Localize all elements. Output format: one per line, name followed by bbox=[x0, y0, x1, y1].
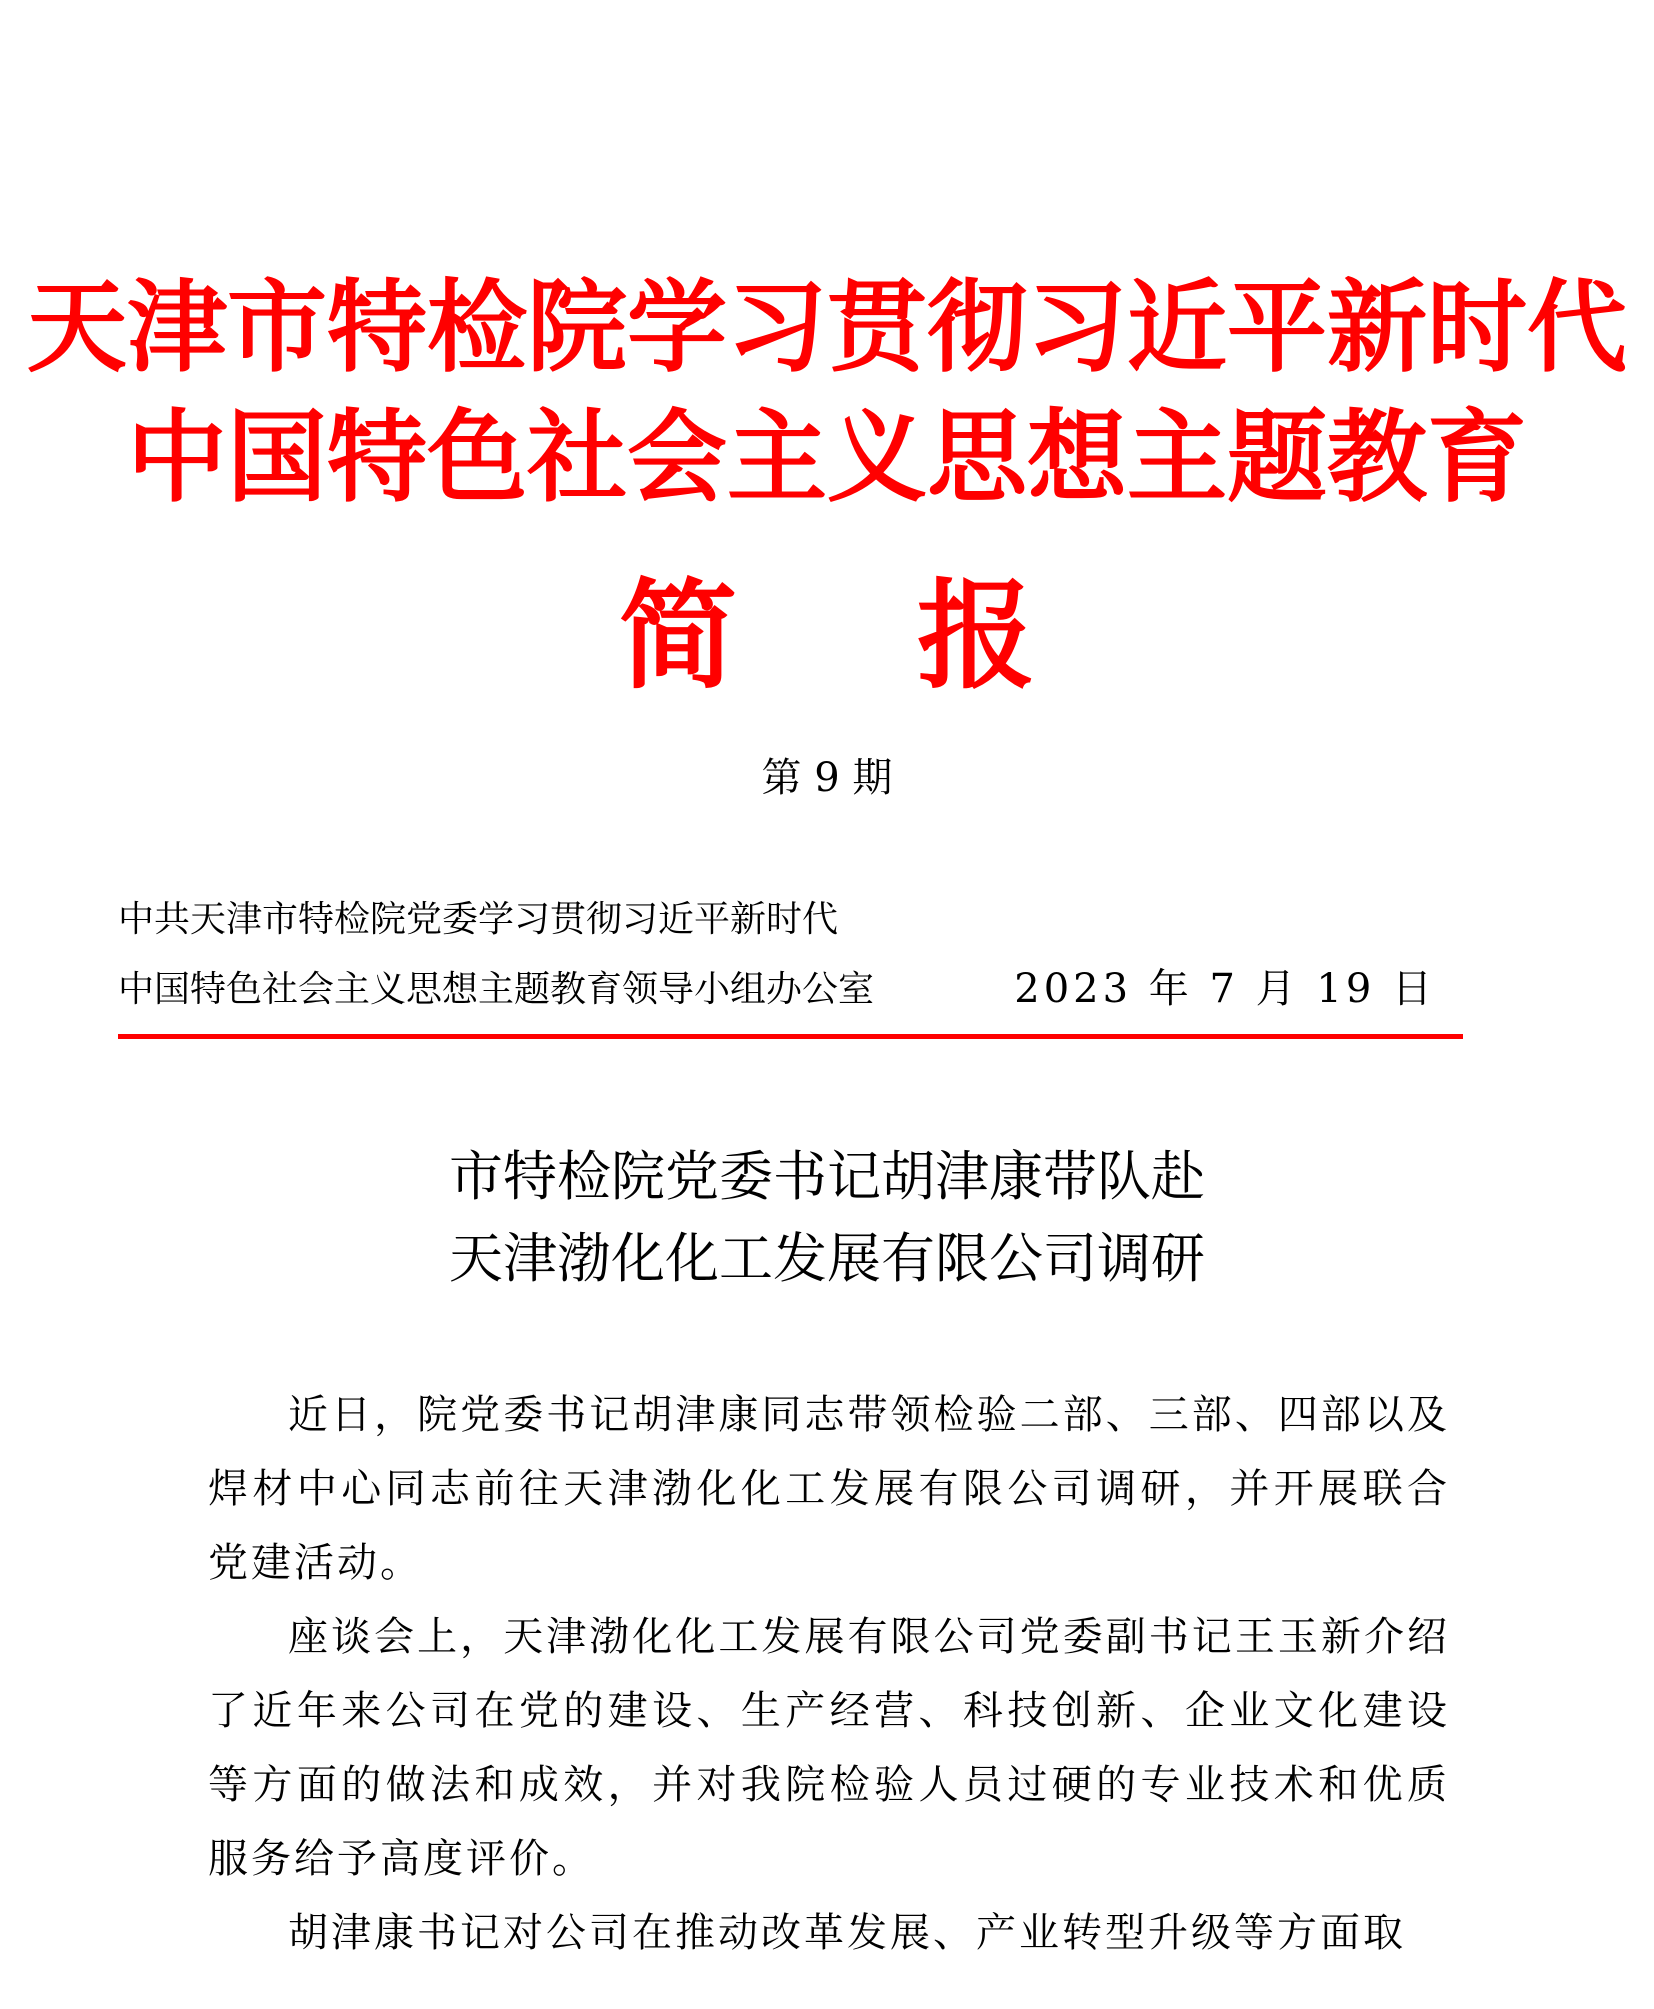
issue-date: 2023 年 7 月 19 日 bbox=[1014, 966, 1436, 1012]
article-title-line2: 天津渤化化工发展有限公司调研 bbox=[449, 1227, 1205, 1290]
red-divider-rule bbox=[118, 1034, 1463, 1039]
masthead-title-line1: 天津市特检院学习贯彻习近平新时代 bbox=[27, 269, 1627, 386]
issuer-org-line2: 中国特色社会主义思想主题教育领导小组办公室 bbox=[118, 969, 875, 1010]
issuer-org-line1: 中共天津市特检院党委学习贯彻习近平新时代 bbox=[118, 899, 839, 940]
article-title-line1: 市特检院党委书记胡津康带队赴 bbox=[449, 1145, 1205, 1208]
masthead-name-char-1: 简 bbox=[618, 567, 737, 705]
masthead-name bbox=[0, 566, 1654, 706]
article-paragraph-2: 座谈会上，天津渤化化工发展有限公司党委副书记王玉新介绍了近年来公司在党的建设、生产经营、科技创新、企业文化建设等方面的做法和成效，并对我院检验人员过硬的专业技术和优质服务给予高度评价。 bbox=[208, 1614, 1450, 1882]
issue-number: 第 9 期 bbox=[761, 755, 893, 801]
masthead-name-char-2: 报 bbox=[917, 567, 1036, 705]
article-paragraph-3: 胡津康书记对公司在推动改革发展、产业转型升级等方面取 bbox=[288, 1910, 1406, 1956]
article-paragraph-1: 近日，院党委书记胡津康同志带领检验二部、三部、四部以及焊材中心同志前往天津渤化化工发展有限公司调研，并开展联合党建活动。 bbox=[208, 1392, 1450, 1586]
masthead-title-line2: 中国特色社会主义思想主题教育 bbox=[127, 399, 1527, 516]
article-body bbox=[208, 1378, 1450, 1970]
